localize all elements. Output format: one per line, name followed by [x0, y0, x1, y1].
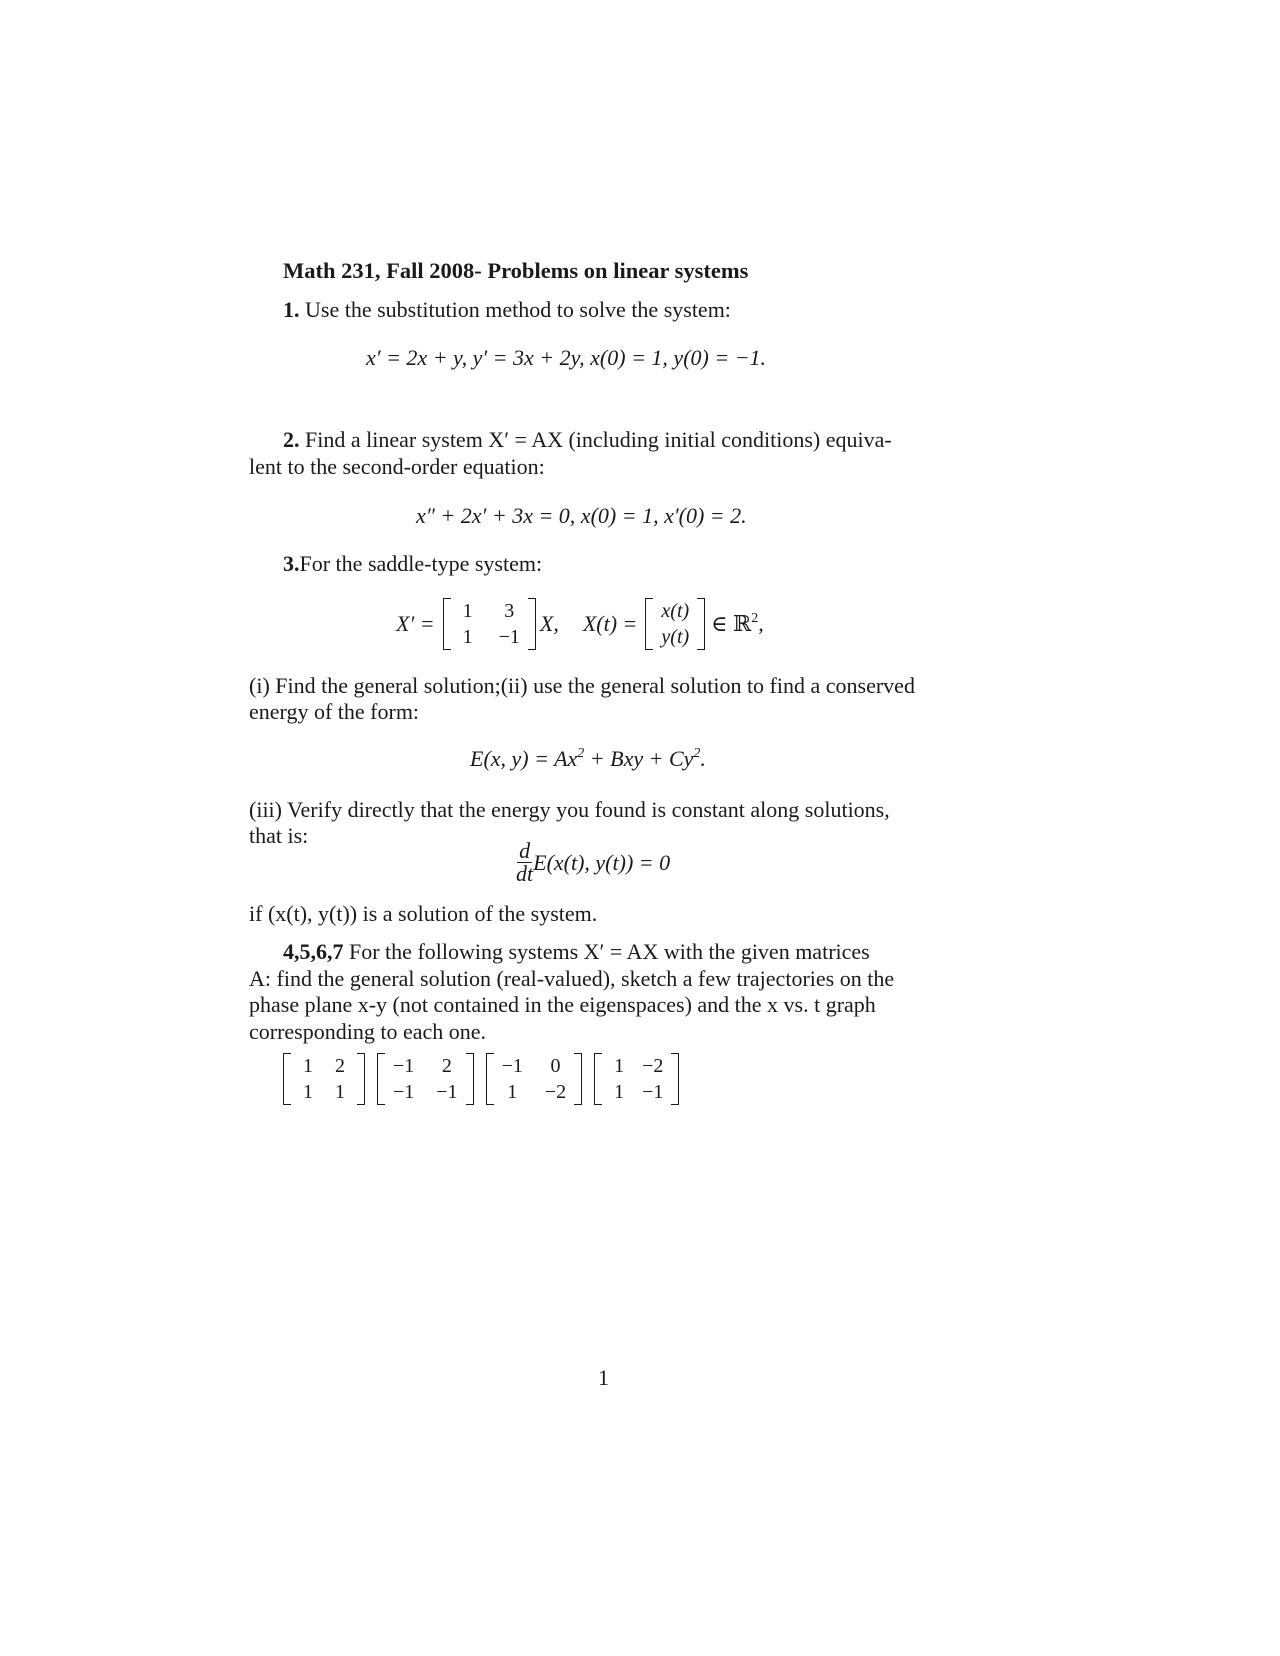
state-lhs: X(t) = [582, 611, 638, 636]
vector-entries [653, 598, 697, 650]
left-bracket [594, 1053, 602, 1105]
problem-3-number: 3. [283, 551, 300, 576]
problem-2-line2: lent to the second-order equation: [249, 454, 545, 479]
matrix-entries [602, 1053, 671, 1105]
right-bracket [528, 598, 536, 650]
matrices-row [283, 1053, 679, 1105]
left-bracket [283, 1053, 291, 1105]
problem-3-closing: if (x(t), y(t)) is a solution of the system. [249, 901, 598, 926]
problem-1-number: 1. [283, 297, 300, 322]
problem-2-text: Find a linear system X′ = AX (including initial conditions) equiva- [305, 427, 892, 452]
matrix-cell: −2 [544, 1081, 567, 1103]
matrix-cell: 1 [462, 626, 473, 648]
matrix-cell: −1 [393, 1081, 415, 1103]
matrix-cell: −1 [393, 1055, 415, 1077]
matrix-entries [451, 598, 528, 650]
problem-3-part-i-ii-line2: energy of the form: [249, 699, 420, 724]
right-bracket [574, 1053, 582, 1105]
superscript: 2 [577, 746, 585, 761]
matrix-entries [291, 1053, 357, 1105]
problem-4567-line4: corresponding to each one. [249, 1019, 487, 1044]
matrix-cell: 1 [303, 1081, 313, 1103]
state-vector [645, 598, 705, 650]
left-bracket [645, 598, 653, 650]
right-bracket [697, 598, 705, 650]
energy-mid: + Bxy + Cy [584, 746, 694, 771]
problem-3-part-iii-line1: (iii) Verify directly that the energy you found is constant along solutions, [249, 797, 890, 822]
page-number: 1 [598, 1365, 609, 1390]
problem-2-equation: x″ + 2x′ + 3x = 0, x(0) = 1, x′(0) = 2. [416, 503, 747, 528]
problem-3-intro-text: For the saddle-type system: [299, 551, 543, 576]
left-bracket [443, 598, 451, 650]
right-bracket [671, 1053, 679, 1105]
vector-cell: y(t) [661, 626, 690, 648]
matrix-cell: 1 [507, 1081, 518, 1103]
matrix-cell: −2 [642, 1055, 664, 1077]
matrix-cell: −1 [642, 1081, 664, 1103]
system-matrix [443, 598, 536, 650]
matrix-entries [385, 1053, 466, 1105]
derivative-fraction [516, 840, 533, 885]
matrix-cell: 3 [504, 600, 515, 622]
energy-lhs: E(x, y) = Ax [470, 746, 578, 771]
matrix-cell: 1 [614, 1081, 625, 1103]
matrix-cell: 0 [550, 1055, 561, 1077]
problem-4567-line2: A: find the general solution (real-valued), sketch a few trajectories on the [249, 966, 895, 991]
after-matrix: X, [539, 611, 559, 636]
problem-3-part-i-ii-line1: (i) Find the general solution;(ii) use the general solution to find a conserved [249, 673, 915, 698]
matrix-cell: 2 [441, 1055, 452, 1077]
matrix-cell: −1 [436, 1081, 458, 1103]
matrix-cell: 2 [335, 1055, 345, 1077]
problem-4567-number: 4,5,6,7 [283, 939, 344, 964]
vector-cell: x(t) [661, 600, 690, 622]
problem-4567-text: For the following systems X′ = AX with the given matrices [349, 939, 870, 964]
state-rhs [711, 611, 764, 637]
superscript: 2 [693, 746, 701, 761]
left-bracket [486, 1053, 494, 1105]
matrix-cell: −1 [498, 626, 520, 648]
matrix-cell: −1 [501, 1055, 523, 1077]
matrix-a7 [594, 1053, 679, 1105]
matrix-cell: 1 [614, 1055, 625, 1077]
punctuation: . [700, 746, 706, 771]
problem-4567-line1 [283, 938, 870, 966]
derivative-expression: E(x(t), y(t)) = 0 [533, 849, 671, 875]
matrix-a4 [283, 1053, 365, 1105]
fraction-denominator: dt [516, 861, 534, 886]
state-rhs-text: ∈ ℝ [711, 611, 752, 636]
problem-3-intro [283, 550, 542, 578]
right-bracket [466, 1053, 474, 1105]
problem-2-number: 2. [283, 427, 300, 452]
problem-1 [283, 296, 731, 324]
problem-4567-line3: phase plane x-y (not contained in the eigenspaces) and the x vs. t graph [249, 992, 876, 1017]
energy-equation [470, 746, 706, 772]
problem-1-equation: x′ = 2x + y, y′ = 3x + 2y, x(0) = 1, y(0) = −1. [366, 345, 767, 370]
matrix-entries [494, 1053, 575, 1105]
problem-3-system [396, 596, 764, 652]
punctuation: , [758, 611, 764, 636]
matrix-a6 [486, 1053, 583, 1105]
superscript: 2 [751, 611, 759, 626]
fraction-numerator: d [519, 838, 531, 863]
problem-2-line1 [283, 426, 892, 454]
system-lhs: X′ = [396, 611, 435, 636]
problem-3-part-iii-line2: that is: [249, 823, 309, 848]
matrix-a5 [377, 1053, 474, 1105]
problem-1-text: Use the substitution method to solve the system: [305, 297, 731, 322]
right-bracket [357, 1053, 365, 1105]
matrix-cell: 1 [303, 1055, 313, 1077]
derivative-equation [516, 840, 670, 885]
matrix-cell: 1 [335, 1081, 345, 1103]
matrix-cell: 1 [462, 600, 473, 622]
document-title: Math 231, Fall 2008- Problems on linear systems [283, 258, 749, 283]
left-bracket [377, 1053, 385, 1105]
